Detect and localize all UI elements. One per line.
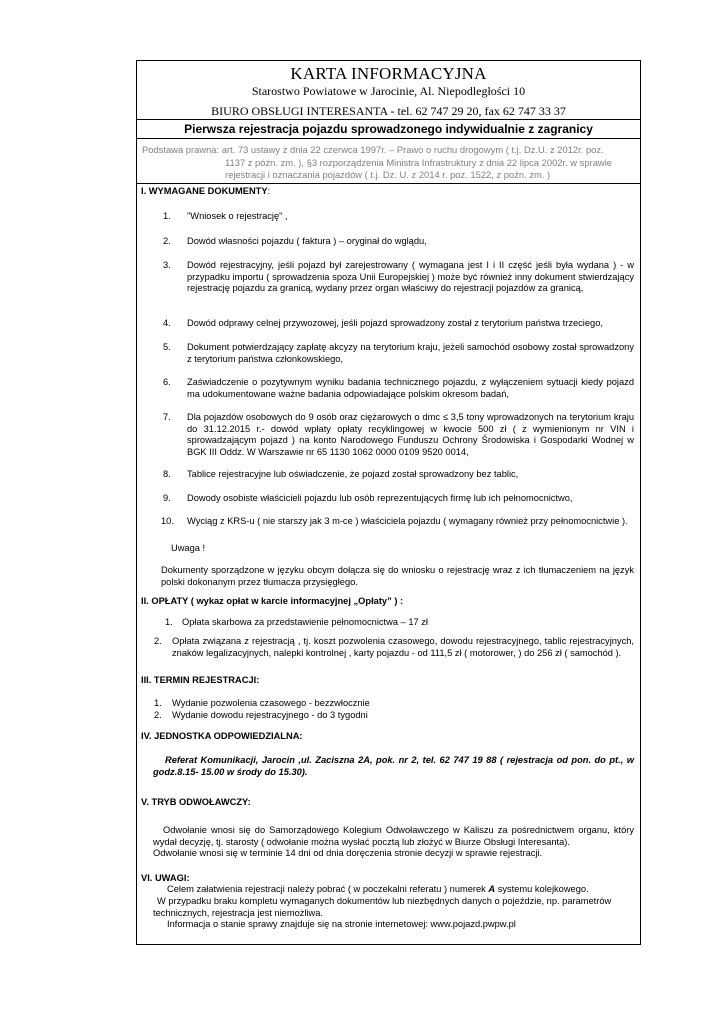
list-number: 6. [163, 377, 171, 387]
section-heading: IV. JEDNOSTKA ODPOWIEDZIALNA: [141, 731, 303, 741]
note-text: Dokumenty sporządzone w języku obcym dołącza się do wniosku o rejestrację wraz z ich tłumaczeniem na język polski dokonanym przez tłumacza przysięgłego. [161, 565, 634, 587]
list-text: Dowód odprawy celnej przywozowej, jeśli pojazd sprowadzony został z terytorium państwa trzeciego, [187, 318, 603, 328]
list-number: 2. [154, 636, 162, 646]
list-text: Wyciąg z KRS-u ( nie starszy jak 3 m-ce ) właściciela pojazdu ( wymagany również przy pełnomocnictwie ). [187, 516, 628, 526]
legal-basis [142, 144, 635, 182]
list-text: Dowody osobiste właścicieli pojazdu lub osób reprezentujących firmę lub ich pełnomocnictwo, [187, 493, 573, 503]
responsible-unit-text: Referat Komunikacji, Jarocin ,ul. Zaciszna 2A, pok. nr 2, tel. 62 747 19 88 ( rejestracja od pon. do pt., w godz.8.15- 15.00 w środy do 15.30). [153, 755, 634, 777]
list-number: 10. [161, 516, 174, 526]
list-number: 1. [163, 211, 171, 221]
list-number: 3. [163, 260, 171, 270]
list-text: Wydanie pozwolenia czasowego - bezzwłocznie [172, 698, 370, 708]
list-text: Zaświadczenie o pozytywnym wyniku badania technicznego pojazdu, z wyłączeniem sytuacji kiedy pojazd ma udokumentowane ważne badania odpowiadające polskim okresom badań, [187, 377, 634, 399]
list-number: 9. [163, 493, 171, 503]
info-card-frame [136, 60, 641, 945]
list-number: 2. [154, 710, 162, 720]
appeal-deadline: Odwołanie wnosi się w terminie 14 dni od dnia doręczenia stronie decyzji w sprawie rejestracji. [153, 848, 543, 858]
list-text: Dowód własności pojazdu ( faktura ) – oryginał do wglądu, [187, 236, 427, 246]
section-heading-colon: : [267, 186, 271, 196]
note-label: Uwaga ! [171, 543, 206, 553]
list-text: "Wniosek o rejestrację" , [187, 211, 288, 221]
office-address: Starostwo Powiatowe w Jarocinie, Al. Niepodległości 10 [251, 84, 526, 98]
remark-text: systemu kolejkowego. [495, 884, 589, 894]
list-text: Tablice rejestracyjne lub oświadczenie, że pojazd został sprowadzony bez tablic, [187, 469, 519, 479]
divider [137, 119, 640, 120]
section-heading: VI. UWAGI: [141, 873, 190, 883]
list-number: 2. [163, 236, 171, 246]
list-text: Opłata związana z rejestracją , tj. koszt pozwolenia czasowego, dowodu rejestracyjnego, tablic rejestracyjnych, znaków legalizacyjnych, nalepki kontrolnej , karty pojazdu - od 111,5 zł ( motorower, ) do 256 zł ( samochód ). [172, 636, 634, 658]
list-number: 4. [163, 318, 171, 328]
legal-basis-line: 1137 z późn. zm. ), §3 rozporządzenia Ministra Infrastruktury z dnia 22 lipca 2002r. w sprawie [225, 156, 612, 168]
section-heading: I. WYMAGANE DOKUMENTY [141, 186, 268, 196]
card-title: KARTA INFORMACYJNA [290, 64, 487, 83]
list-text: Dowód rejestracyjny, jeśli pojazd był zarejestrowany ( wymagana jest I i II część jeśli była wydana ) - w przypadku importu ( sprowadzenia spoza Unii Europejskiej ) może być również inny dokument stwierdzający rejestrację pojazdu za granicą, wydany przez organ właściwy do rejestracji pojazdów za granicą, [187, 260, 634, 294]
remark-text: Celem załatwienia rejestracji należy pobrać ( w poczekalni referatu ) numerek [167, 884, 489, 894]
list-text: Dokument potwierdzający zapłatę akcyzy na terytorium kraju, jeżeli samochód osobowy został sprowadzony z terytorium państwa członkowskiego, [187, 342, 634, 364]
legal-basis-line: rejestracji i oznaczania pojazdów ( t.j. Dz. U. z 2014 r. poz. 1522, z poźn. zm. ) [225, 169, 551, 181]
list-number: 7. [163, 412, 171, 422]
divider [137, 183, 640, 184]
appeal-text: Odwołanie wnosi się do Samorządowego Kolegium Odwoławczego w Kaliszu za pośrednictwem organu, który wydał decyzję, tj. starosty ( odwołanie można wysłać pocztą lub złożyć w Biurze Obsługi Interesanta). [153, 825, 634, 847]
remark-queue [167, 884, 634, 896]
document-subject: Pierwsza rejestracja pojazdu sprowadzonego indywidualnie z zagranicy [184, 122, 593, 136]
list-number: 8. [163, 469, 171, 479]
list-number: 5. [163, 342, 171, 352]
list-text: Opłata skarbowa za przedstawienie pełnomocnictwa – 17 zł [182, 617, 428, 627]
section-heading: III. TERMIN REJESTRACJI: [141, 675, 260, 685]
section-heading: II. OPŁATY ( wykaz opłat w karcie informacyjnej „Opłaty” ) : [141, 596, 404, 606]
remark-incomplete: W przypadku braku kompletu wymaganych dokumentów lub niezbędnych danych o pojeździe, np. parametrów technicznych, rejestracja jest niemożliwa. [153, 896, 612, 918]
list-text: Wydanie dowodu rejestracyjnego - do 3 tygodni [172, 710, 368, 720]
queue-letter: A [488, 884, 496, 894]
list-number: 1. [165, 617, 173, 627]
list-number: 1. [154, 698, 162, 708]
remark-status-info: Informacja o stanie sprawy znajduje się na stronie internetowej: www.pojazd.pwpw.pl [167, 919, 516, 929]
legal-basis-line: Podstawa prawna: art. 73 ustawy z dnia 22 czerwca 1997r. – Prawo o ruchu drogowym ( t.j. Dz.U. z 2012r. poz. [142, 144, 604, 155]
list-text: Dla pojazdów osobowych do 9 osób oraz ciężarowych o dmc ≤ 3,5 tony wprowadzonych na terytorium kraju do 31.12.2015 r.- dowód wpłaty opłaty recyklingowej w kwocie 500 zł ( z wymienionym nr VIN i sprowadzającym pojazd ) na konto Narodowego Funduszu Ochrony Środowiska i Gospodarki Wodnej w BGK III Oddz. W Warszawie nr 65 1130 1062 0000 0109 9520 0014, [187, 412, 634, 457]
office-contact: BIURO OBSŁUGI INTERESANTA - tel. 62 747 29 20, fax 62 747 33 37 [211, 104, 566, 118]
section-heading: V. TRYB ODWOŁAWCZY: [141, 797, 251, 807]
divider [137, 138, 640, 139]
